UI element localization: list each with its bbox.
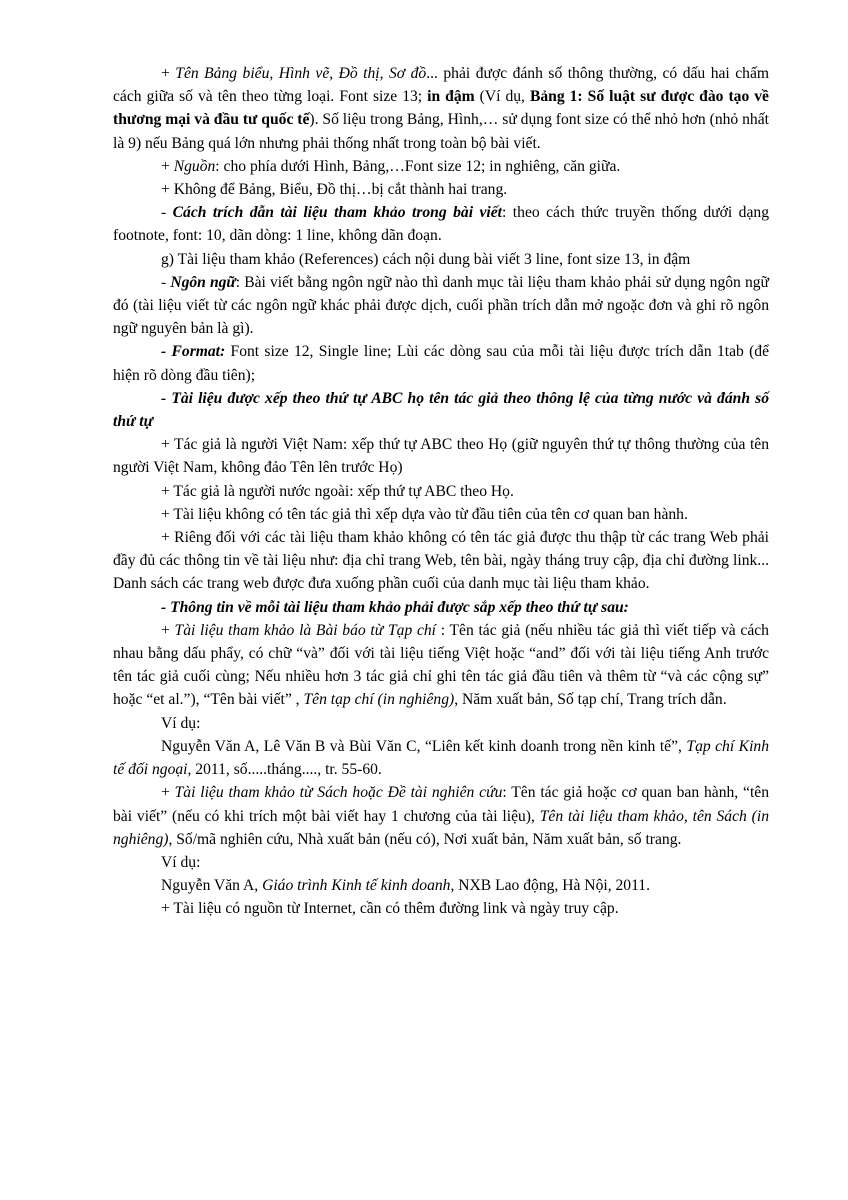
paragraph-no-author: + Tài liệu không có tên tác giả thì xếp dựa vào từ đầu tiên của tên cơ quan ban hành. [161, 505, 688, 523]
paragraph-format: - Format: Font size 12, Single line; Lùi các dòng sau của mỗi tài liệu được trích dẫn 1tab (để hiện rõ dòng đầu tiên); [113, 343, 769, 384]
paragraph-ordering: - Tài liệu được xếp theo thứ tự ABC họ tên tác giả theo thông lệ của từng nước và đánh số thứ tự [113, 389, 769, 431]
paragraph-foreign-author: + Tác giả là người nước ngoài: xếp thứ tự ABC theo Họ. [161, 482, 514, 500]
paragraph-citation-method: - Cách trích dẫn tài liệu tham khảo trong bài viết: theo cách thức truyền thống dưới dạng footnote, font: 10, dãn dòng: 1 line, không dãn đoạn. [113, 204, 769, 245]
paragraph-book: + Tài liệu tham khảo từ Sách hoặc Đề tài nghiên cứu: Tên tác giả hoặc cơ quan ban hành, “tên bài viết” (nếu có khi trích một bài viết hay 1 chương của tài liệu), Tên tài liệu tham khảo, tên Sách (in nghiêng), Số/mã nghiên cứu, Nhà xuất bản (nếu có), Nơi xuất bản, Năm xuất bản, số trang. [113, 784, 769, 848]
example-book: Nguyễn Văn A, Giáo trình Kinh tế kinh doanh, NXB Lao động, Hà Nội, 2011. [161, 877, 651, 895]
paragraph-info-order: - Thông tin về mỗi tài liệu tham khảo phải được sắp xếp theo thứ tự sau: [161, 598, 629, 616]
example-label: Ví dụ: [161, 714, 201, 732]
example-label: Ví dụ: [161, 853, 201, 871]
paragraph-journal-article: + Tài liệu tham khảo là Bài báo từ Tạp chí : Tên tác giả (nếu nhiều tác giả thì viết tiếp và cách nhau bằng dấu phẩy, có chữ “và” đối với tài liệu tiếng Việt hoặc “and” đối với tài liệu tiếng Anh trước tên tác giả cuối cùng; Nếu nhiều hơn 3 tác giả chỉ ghi tên tác giả đầu tiên và thêm từ “và các cộng sự” hoặc “et al.”), “Tên bài viết” , Tên tạp chí (in nghiêng), Năm xuất bản, Số tạp chí, Trang trích dẫn. [113, 621, 769, 709]
paragraph-internet: + Tài liệu có nguồn từ Internet, cần có thêm đường link và ngày truy cập. [161, 900, 619, 918]
paragraph-source: + Nguồn: cho phía dưới Hình, Bảng,…Font size 12; in nghiêng, căn giữa. [161, 157, 621, 175]
paragraph-no-split: + Không để Bảng, Biểu, Đồ thị…bị cắt thành hai trang. [161, 181, 508, 199]
paragraph-language: - Ngôn ngữ: Bài viết bằng ngôn ngữ nào thì danh mục tài liệu tham khảo phải sử dụng ngôn ngữ đó (tài liệu viết từ các ngôn ngữ khác phải được dịch, cuối phần trích dẫn mở ngoặc đơn và ghi rõ ngôn ngữ nguyên bản là gì). [113, 273, 769, 338]
paragraph-web-sources: + Riêng đối với các tài liệu tham khảo không có tên tác giả được thu thập từ các trang Web phải đầy đủ các thông tin về tài liệu như: địa chỉ trang Web, tên bài, ngày tháng truy cập, địa chỉ đường link... Danh sách các trang web được đưa xuống phần cuối của danh mục tài liệu tham khảo. [113, 529, 769, 593]
paragraph-references-heading: g) Tài liệu tham khảo (References) cách nội dung bài viết 3 line, font size 13, in đậm [161, 250, 691, 268]
document-page [113, 62, 769, 921]
paragraph-figure-naming: + Tên Bảng biểu, Hình vẽ, Đồ thị, Sơ đồ... phải được đánh số thông thường, có dấu hai chấm cách giữa số và tên theo từng loại. Font size 13; in đậm (Ví dụ, Bảng 1: Số luật sư được đào tạo về thương mại và đầu tư quốc tế). Số liệu trong Bảng, Hình,… sử dụng font size có thể nhỏ hơn (nhỏ nhất là 9) nếu Bảng quá lớn nhưng phải thống nhất trong toàn bộ bài viết. [113, 65, 769, 152]
paragraph-vietnamese-author: + Tác giả là người Việt Nam: xếp thứ tự ABC theo Họ (giữ nguyên thứ tự thông thường của tên người Việt Nam, không đảo Tên lên trước Họ) [113, 436, 769, 477]
example-journal: Nguyễn Văn A, Lê Văn B và Bùi Văn C, “Liên kết kinh doanh trong nền kinh tế”, Tạp chí Kinh tế đối ngoại, 2011, số.....tháng...., tr. 55-60. [113, 737, 769, 779]
